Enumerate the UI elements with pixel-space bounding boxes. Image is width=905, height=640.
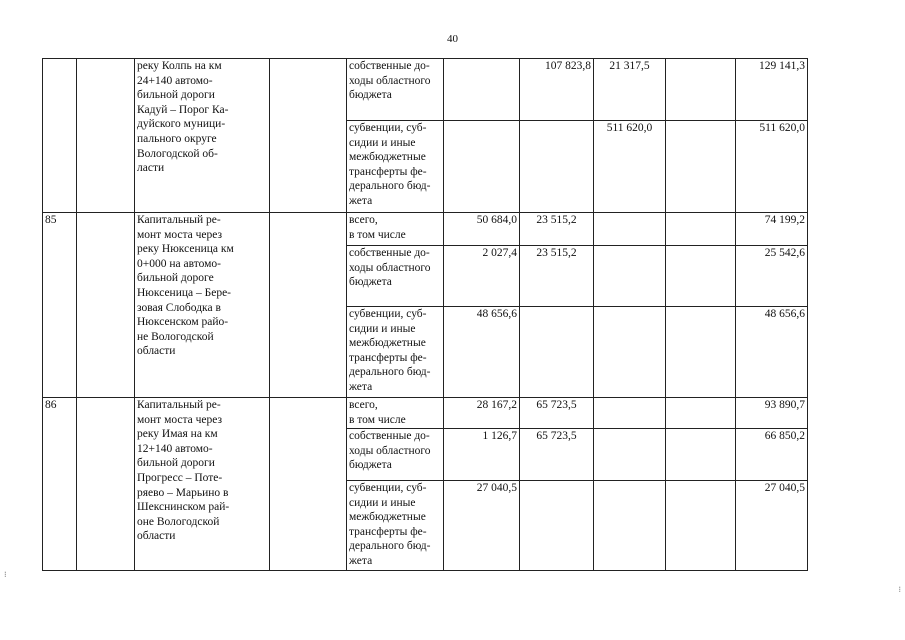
value-cell-4 <box>666 246 736 307</box>
value-total: 511 620,0 <box>736 121 808 213</box>
value-total: 48 656,6 <box>736 307 808 398</box>
funding-source: субвенции, суб- сидии и иные межбюджетные трансферты фе- дерального бюд- жета <box>347 481 444 571</box>
empty-cell <box>270 59 347 213</box>
empty-cell <box>77 398 135 571</box>
funding-source: всего, в том числе <box>347 213 444 246</box>
scan-edge-mark: ⁝ <box>4 570 7 579</box>
value-cell-1: 48 656,6 <box>444 307 520 398</box>
value-cell-1: 1 126,7 <box>444 429 520 481</box>
value-cell-1: 50 684,0 <box>444 213 520 246</box>
value-cell-4 <box>666 429 736 481</box>
value-total: 129 141,3 <box>736 59 808 121</box>
value-cell-3 <box>594 246 666 307</box>
budget-table <box>42 58 808 571</box>
value-cell-1: 27 040,5 <box>444 481 520 571</box>
empty-cell <box>77 213 135 398</box>
table-row <box>43 59 808 121</box>
value-cell-3: 21 317,5 <box>594 59 666 121</box>
value-cell-3 <box>594 307 666 398</box>
value-cell-3 <box>594 481 666 571</box>
value-cell-1 <box>444 59 520 121</box>
row-index: 85 <box>43 213 77 398</box>
funding-source: собственные до- ходы областного бюджета <box>347 59 444 121</box>
scan-edge-mark: ⁝ <box>898 585 901 594</box>
value-total: 25 542,6 <box>736 246 808 307</box>
value-cell-2: 65 723,5 <box>520 398 594 429</box>
page-number: 40 <box>447 33 458 45</box>
object-description: Капитальный ре- монт моста через реку Нюксеница км 0+000 на автомо- бильной дороге Нюксеница – Бере- зовая Слободка в Нюксенском райо- не Вологодской области <box>135 213 270 398</box>
value-cell-3 <box>594 398 666 429</box>
value-total: 66 850,2 <box>736 429 808 481</box>
value-cell-2: 65 723,5 <box>520 429 594 481</box>
value-total: 74 199,2 <box>736 213 808 246</box>
value-cell-4 <box>666 481 736 571</box>
value-cell-3 <box>594 213 666 246</box>
funding-source: собственные до- ходы областного бюджета <box>347 246 444 307</box>
funding-source: субвенции, суб- сидии и иные межбюджетные трансферты фе- дерального бюд- жета <box>347 121 444 213</box>
object-description: Капитальный ре- монт моста через реку Имая на км 12+140 автомо- бильной дороги Прогресс – Поте- ряево – Марьино в Шекснинском рай- оне Вологодской области <box>135 398 270 571</box>
value-cell-3 <box>594 429 666 481</box>
empty-cell <box>270 213 347 398</box>
value-cell-2: 107 823,8 <box>520 59 594 121</box>
value-cell-4 <box>666 398 736 429</box>
empty-cell <box>77 59 135 213</box>
value-cell-2 <box>520 121 594 213</box>
value-cell-2 <box>520 307 594 398</box>
value-cell-1: 2 027,4 <box>444 246 520 307</box>
funding-source: субвенции, суб- сидии и иные межбюджетные трансферты фе- дерального бюд- жета <box>347 307 444 398</box>
row-index <box>43 59 77 213</box>
value-cell-2: 23 515,2 <box>520 213 594 246</box>
table-row <box>43 213 808 246</box>
value-cell-3: 511 620,0 <box>594 121 666 213</box>
value-cell-2: 23 515,2 <box>520 246 594 307</box>
value-cell-1 <box>444 121 520 213</box>
funding-source: собственные до- ходы областного бюджета <box>347 429 444 481</box>
value-cell-1: 28 167,2 <box>444 398 520 429</box>
table-row <box>43 398 808 429</box>
value-cell-4 <box>666 59 736 121</box>
value-total: 93 890,7 <box>736 398 808 429</box>
value-cell-2 <box>520 481 594 571</box>
value-cell-4 <box>666 121 736 213</box>
row-index: 86 <box>43 398 77 571</box>
value-total: 27 040,5 <box>736 481 808 571</box>
value-cell-4 <box>666 307 736 398</box>
funding-source: всего, в том числе <box>347 398 444 429</box>
object-description: реку Колпь на км 24+140 автомо- бильной дороги Кадуй – Порог Ка- дуйского муници- пального округе Вологодской об- ласти <box>135 59 270 213</box>
value-cell-4 <box>666 213 736 246</box>
empty-cell <box>270 398 347 571</box>
